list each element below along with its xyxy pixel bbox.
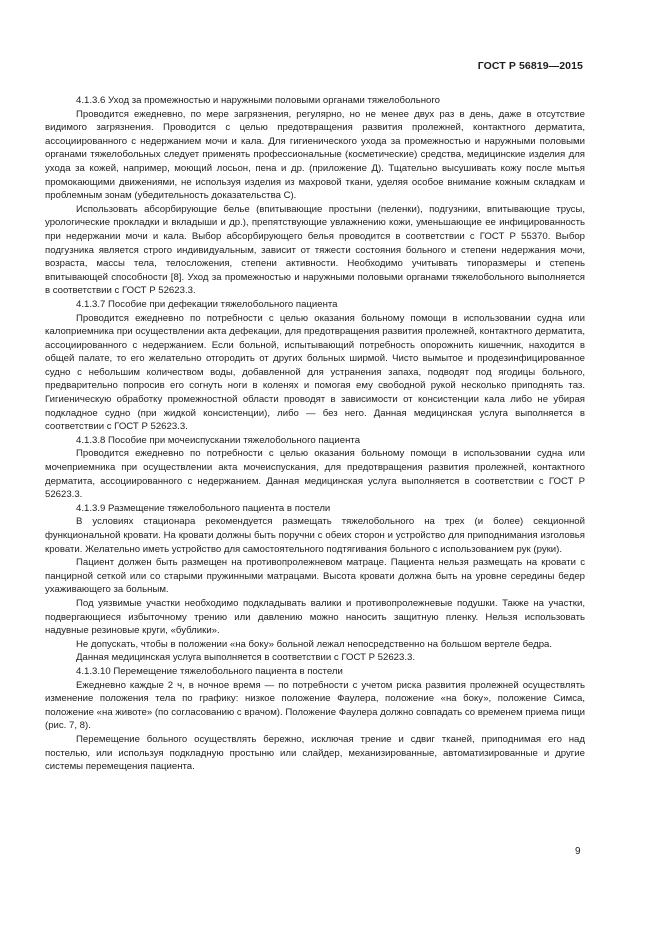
body-paragraph: Использовать абсорбирующие белье (впитывающие простыни (пеленки), подгузники, впитывающие трусы, урологические прокладки и вкладыши и др.), препятствующие увлажнению кожи, уменьшающие ее инфицированность при недержании мочи и кала. Выбор абсорбирующего белья проводится в соответствии с ГОСТ Р 55370. Выбор подгузника является строго индивидуальным, зависит от тяжести состояния больного и степени недержания мочи, возраста, массы тела, телосложения, степени активности. Необходимо учитывать типоразмеры и степень впитывающей способности [8]. Уход за промежностью и наружными половыми органами тяжелобольного выполняется в соответствии с ГОСТ Р 52623.3. — [45, 203, 585, 297]
body-paragraph: Проводится ежедневно, по мере загрязнения, регулярно, но не менее двух раз в день, даже в отсутствие видимого загрязнения. Проводится с целью предотвращения развития пролежней, контактного дерматита, ассоциированного с недержанием мочи и кала. Для гигиенического ухода за промежностью и наружными половыми органами тяжелобольных следует применять профессиональные (косметические) средства, медицинские изделия для ухода за кожей, например, моющий лосьон, пена и др. (приложение Д). Тщательно высушивать кожу после мытья промокающими движениями, не используя изделия из махровой ткани, уделяя особое внимание кожным складкам и проблемным зонам (убедительность доказательства С). — [45, 108, 585, 202]
section-heading-4-1-3-7: 4.1.3.7 Пособие при дефекации тяжелобольного пациента — [76, 298, 338, 310]
document-body — [45, 94, 585, 774]
section-heading-4-1-3-6: 4.1.3.6 Уход за промежностью и наружными половыми органами тяжелобольного — [76, 95, 441, 106]
body-paragraph: Ежедневно каждые 2 ч, в ночное время — по потребности с учетом риска развития пролежней осуществлять изменение положения тела по графику: низкое положение Фаулера, положение «на боку», положение Симса, положение «на животе» (по согласованию с врачом). Положение Фаулера должно совпадать со временем приема пищи (рис. 7, 8). — [45, 679, 585, 732]
body-paragraph: Под уязвимые участки необходимо подкладывать валики и противопролежневые подушки. Также на участки, подвергающиеся избыточному трению или давлению можно наносить защитную пленку. Нельзя использовать надувные резиновые круги, «бублики». — [45, 597, 585, 637]
section-heading-4-1-3-8: 4.1.3.8 Пособие при мочеиспускании тяжелобольного пациента — [76, 434, 361, 446]
page-number: 9 — [575, 846, 581, 857]
body-paragraph: В условиях стационара рекомендуется размещать тяжелобольного на трех (и более) секционной функциональной кровати. На кровати должны быть поручни с обеих сторон и устройство для приподнимания изголовья кровати. Желательно иметь устройство для самостоятельного подтягивания больного с использованием рук (руки). — [45, 516, 585, 555]
document-standard-id: ГОСТ Р 56819—2015 — [477, 60, 583, 72]
section-heading-4-1-3-9: 4.1.3.9 Размещение тяжелобольного пациента в постели — [76, 502, 331, 514]
body-paragraph: Не допускать, чтобы в положении «на боку» больной лежал непосредственно на большом вертеле бедра. — [76, 638, 553, 650]
section-heading-4-1-3-10: 4.1.3.10 Перемещение тяжелобольного пациента в постели — [76, 665, 343, 677]
body-paragraph: Проводится ежедневно по потребности с целью оказания больному помощи в использовании судна или мочеприемника при осуществлении акта мочеиспускания, для предотвращения развития пролежней, контактного дерматита, ассоциированного с недержанием. Данная медицинская услуга выполняется в соответствии с ГОСТ Р 52623.3. — [45, 448, 585, 501]
body-paragraph: Пациент должен быть размещен на противопролежневом матраце. Пациента нельзя размещать на кровати с панцирной сеткой или со старыми пружинными матрацами. Высота кровати должна быть на уровне середины бедер ухаживающего за больным. — [45, 557, 585, 596]
body-paragraph: Перемещение больного осуществлять бережно, исключая трение и сдвиг тканей, приподнимая его над постелью, или используя подкладную простыню или слайдер, механизированные, автоматизированные и другие системы перемещения пациента. — [45, 733, 585, 773]
body-paragraph: Проводится ежедневно по потребности с целью оказания больному помощи в использовании судна или калоприемника при осуществлении акта дефекации, для предотвращения развития пролежней, контактного дерматита, ассоциированного с недержанием. Если больной, испытывающий потребность опорожнить кишечник, находится в общей палате, то его желательно отгородить от других больных ширмой. Чисто вымытое и продезинфицированное судно с небольшим количеством воды, добавленной для устранения запаха, подводят под ягодицы больного, предварительно попросив его согнуть ноги в коленях и помогая ему свободной рукой несколько приподнять таз. Гигиеническую обработку промежностной области проводят в зависимости от консистенции кала либо не убирая подкладное судно (при жидкой консистенции), либо — без него. Данная медицинская услуга выполняется в соответствии с ГОСТ Р 52623.3. — [45, 312, 585, 433]
body-paragraph: Данная медицинская услуга выполняется в соответствии с ГОСТ Р 52623.3. — [76, 652, 415, 664]
